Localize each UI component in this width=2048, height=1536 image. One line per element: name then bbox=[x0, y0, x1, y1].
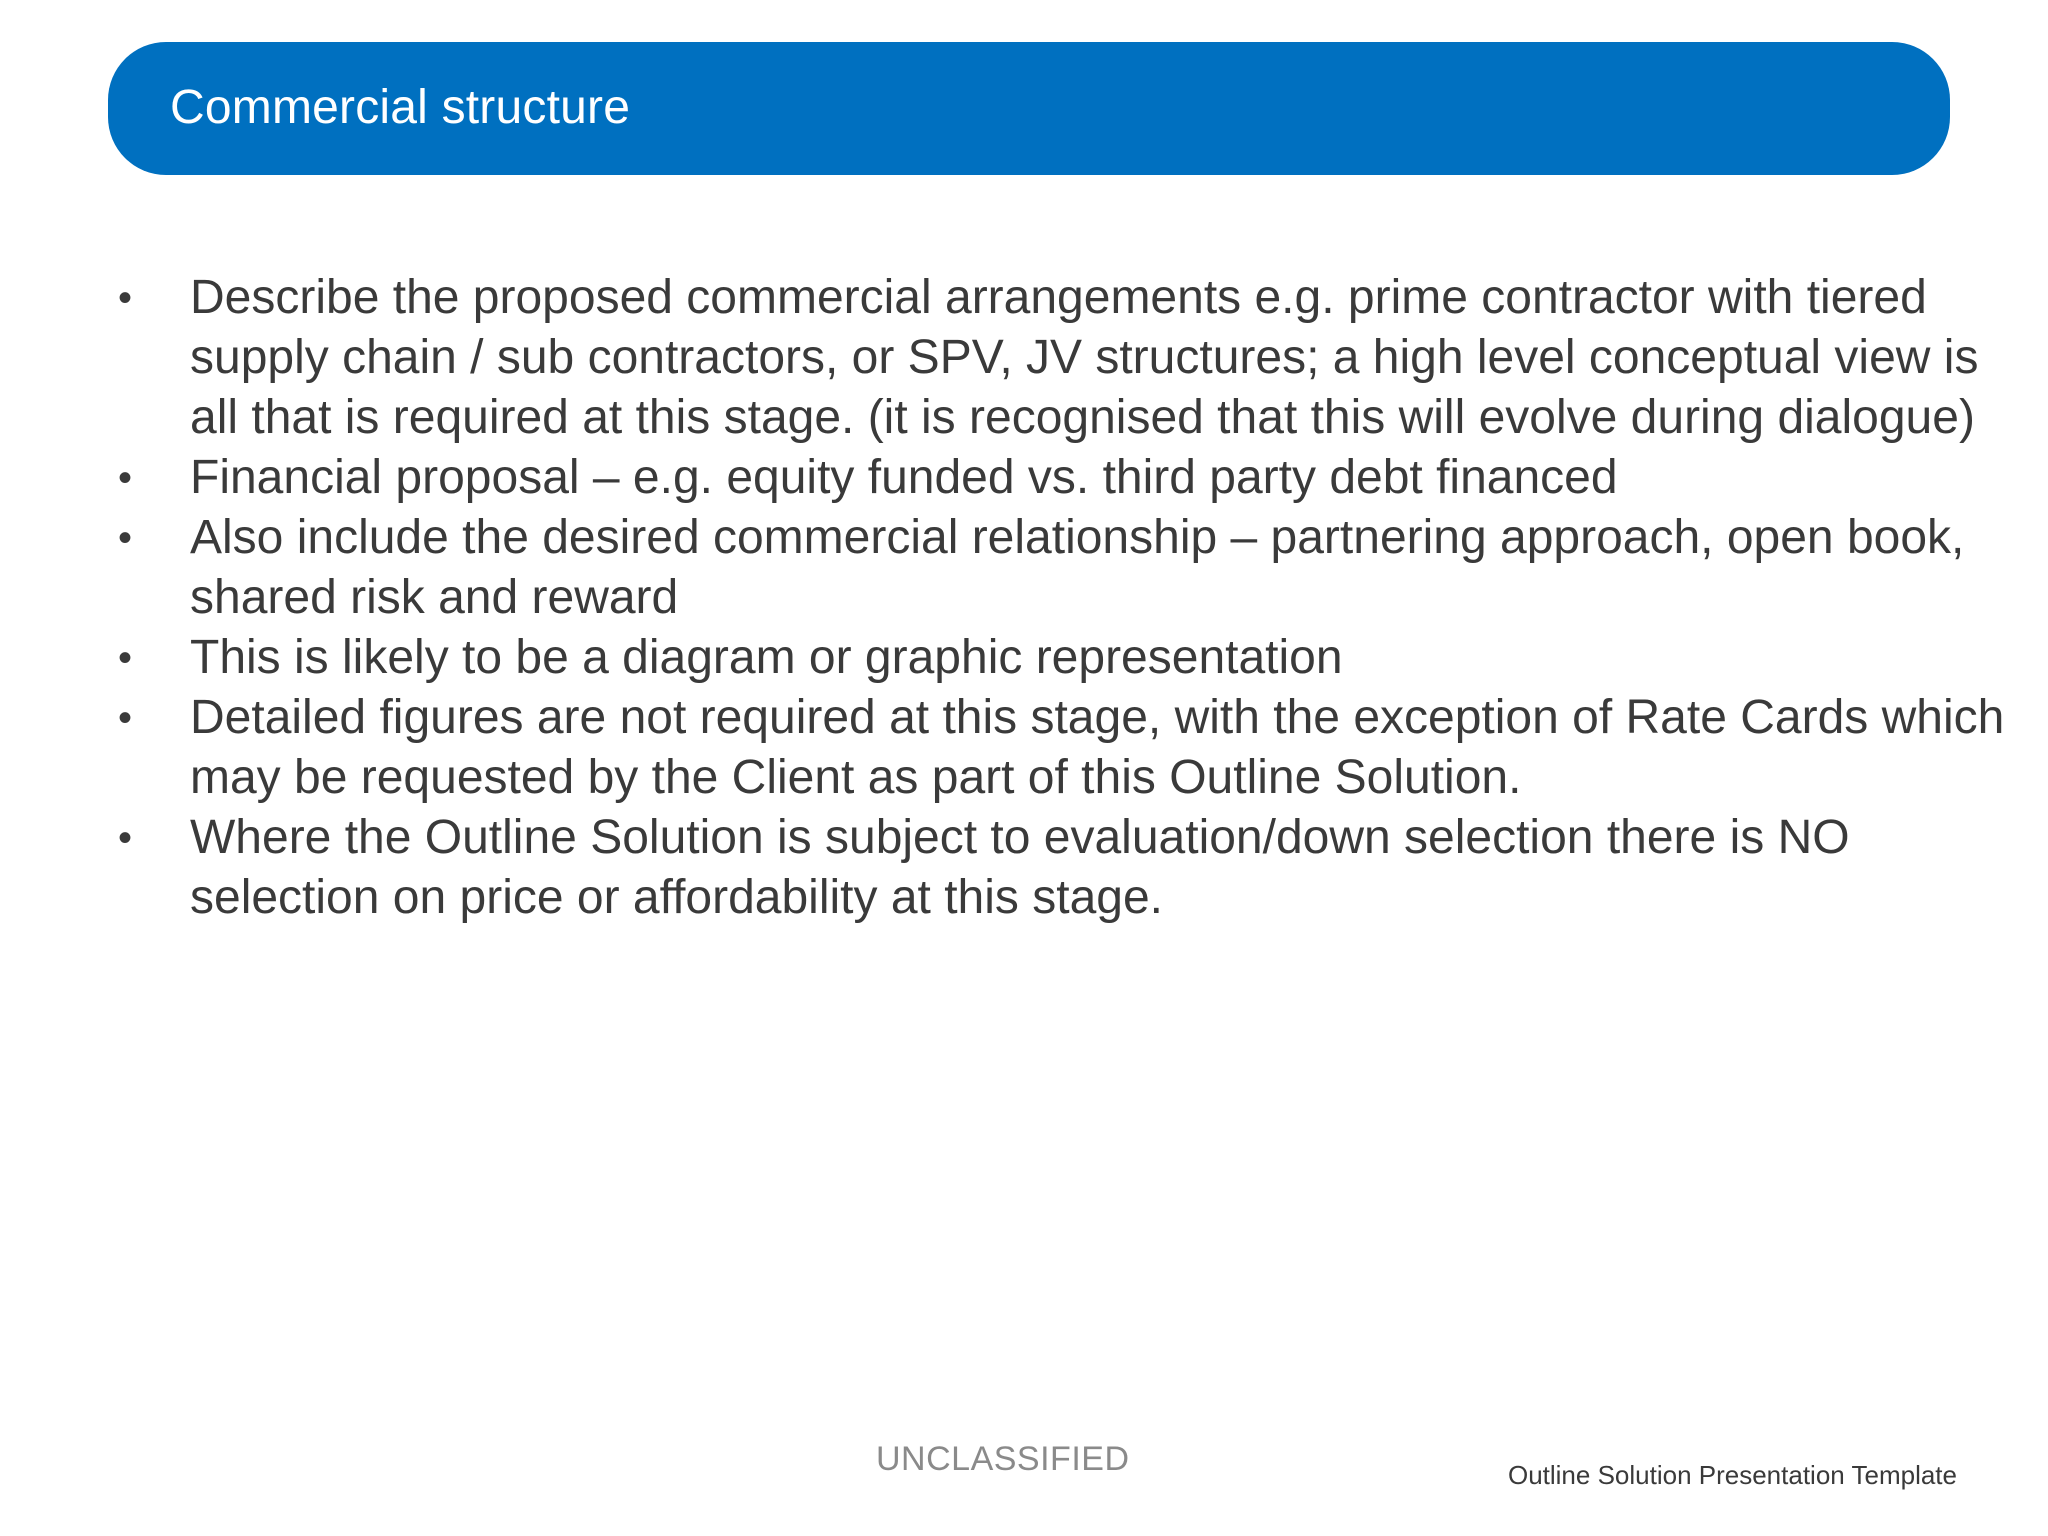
bullet-item bbox=[110, 508, 2010, 628]
bullet-icon: • bbox=[117, 516, 132, 560]
bullet-icon: • bbox=[117, 636, 132, 680]
classification-label: UNCLASSIFIED bbox=[876, 1440, 1130, 1478]
bullet-text: Financial proposal – e.g. equity funded vs. third party debt financed bbox=[190, 451, 1618, 504]
bullet-icon: • bbox=[117, 816, 132, 860]
footer-template-name: Outline Solution Presentation Template bbox=[1507, 1460, 1957, 1490]
title-bar bbox=[108, 42, 1950, 175]
bullet-icon: • bbox=[117, 276, 132, 320]
bullet-text: Where the Outline Solution is subject to evaluation/down selection there is NO selection on price or affordability at this stage. bbox=[190, 811, 1850, 924]
bullet-text: This is likely to be a diagram or graphic representation bbox=[190, 631, 1343, 684]
bullet-item bbox=[110, 448, 2010, 508]
bullet-item bbox=[110, 628, 2010, 688]
bullet-text: Describe the proposed commercial arrangements e.g. prime contractor with tiered supply chain / sub contractors, or SPV, JV structures; a high level conceptual view is all that is required at this stage. (it is recognised that this will evolve during dialogue) bbox=[190, 271, 1979, 444]
bullet-icon: • bbox=[117, 696, 132, 740]
bullet-item bbox=[110, 688, 2010, 808]
slide-title: Commercial structure bbox=[170, 80, 631, 134]
bullet-item bbox=[110, 268, 2010, 448]
bullet-item bbox=[110, 808, 2010, 928]
bullet-list bbox=[110, 268, 2010, 928]
bullet-text: Detailed figures are not required at this stage, with the exception of Rate Cards which may be requested by the Client as part of this Outline Solution. bbox=[190, 691, 2005, 804]
bullet-text: Also include the desired commercial relationship – partnering approach, open book, shared risk and reward bbox=[190, 511, 1965, 624]
bullet-icon: • bbox=[117, 456, 132, 500]
